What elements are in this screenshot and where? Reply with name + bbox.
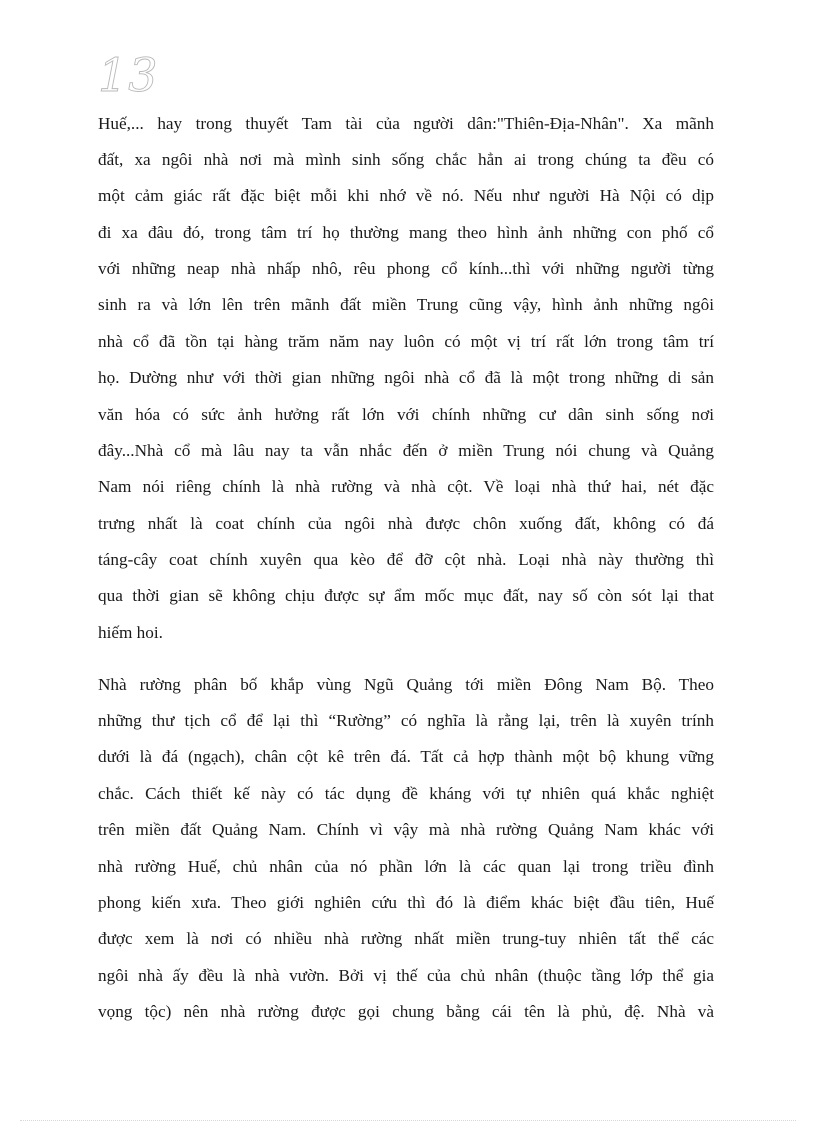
paragraph-2-line-3: dưới là đá (ngạch), chân cột kê trên đá. Tất cả hợp thành một bộ khung vững	[98, 747, 714, 766]
paragraph-2-line-7: phong kiến xưa. Theo giới nghiên cứu thì đó là điểm khác biệt đầu tiên, Huế	[98, 893, 714, 912]
paragraph-1-line-6: sinh ra và lớn lên trên mãnh đất miền Trung cũng vậy, hình ảnh những ngôi	[98, 295, 714, 314]
paragraph-2-line-4: chắc. Cách thiết kế này có tác dụng đề kháng với tự nhiên quá khắc nghiệt	[98, 784, 714, 803]
paragraph-1-line-1: Huế,... hay trong thuyết Tam tài của người dân:"Thiên-Địa-Nhân". Xa mãnh	[98, 114, 714, 133]
paragraph-1-line-8: họ. Dường như với thời gian những ngôi nhà cổ đã là một trong những di sản	[98, 368, 714, 387]
paragraph-2-line-6: nhà rường Huế, chủ nhân của nó phần lớn là các quan lại trong triều đình	[98, 857, 714, 876]
paragraph-1-line-4: đi xa đâu đó, trong tâm trí họ thường mang theo hình ảnh những con phố cổ	[98, 223, 714, 242]
paragraph-1-line-5: với những neap nhà nhấp nhô, rêu phong cổ kính...thì với những người từng	[98, 259, 714, 278]
paragraph-1-line-12: trưng nhất là coat chính của ngôi nhà được chôn xuống đất, không có đá	[98, 514, 714, 533]
paragraph-1-line-10: đây...Nhà cổ mà lâu nay ta vẫn nhắc đến ở miền Trung nói chung và Quảng	[98, 441, 714, 460]
page-number: 13	[98, 48, 159, 102]
paragraph-1-line-15: hiếm hoi.	[98, 623, 163, 642]
paragraph-2-line-9: ngôi nhà ấy đều là nhà vườn. Bởi vị thế của chủ nhân (thuộc tầng lớp thể gia	[98, 966, 714, 985]
paragraph-1-line-11: Nam nói riêng chính là nhà rường và nhà cột. Về loại nhà thứ hai, nét đặc	[98, 477, 714, 496]
paragraph-1-line-14: qua thời gian sẽ không chịu được sự ẩm mốc mục đất, nay số còn sót lại that	[98, 586, 714, 605]
paragraph-2-line-2: những thư tịch cổ để lại thì “Rường” có nghĩa là rằng lại, trên là xuyên trính	[98, 711, 714, 730]
paragraph-1-line-3: một cảm giác rất đặc biệt mỗi khi nhớ về nó. Nếu như người Hà Nội có dịp	[98, 186, 714, 205]
paragraph-1-line-13: táng-cây coat chính xuyên qua kèo để đỡ cột nhà. Loại nhà này thường thì	[98, 550, 714, 569]
paragraph-2-line-5: trên miền đất Quảng Nam. Chính vì vậy mà nhà rường Quảng Nam khác với	[98, 820, 714, 839]
paragraph-1-line-7: nhà cổ đã tồn tại hàng trăm năm nay luôn có một vị trí rất lớn trong tâm trí	[98, 332, 714, 351]
paragraph-2-line-1: Nhà rường phân bố khắp vùng Ngũ Quảng tới miền Đông Nam Bộ. Theo	[98, 675, 714, 694]
paragraph-2-line-10: vọng tộc) nên nhà rường được gọi chung bằng cái tên là phủ, đệ. Nhà và	[98, 1002, 714, 1021]
paragraph-1-line-2: đất, xa ngôi nhà nơi mà mình sinh sống chắc hẳn ai trong chúng ta đều có	[98, 150, 714, 169]
footer-divider	[20, 1120, 796, 1121]
paragraph-2-line-8: được xem là nơi có nhiều nhà rường nhất miền trung-tuy nhiên tất thể các	[98, 929, 714, 948]
paragraph-1-line-9: văn hóa có sức ảnh hưởng rất lớn với chính những cư dân sinh sống nơi	[98, 405, 714, 424]
